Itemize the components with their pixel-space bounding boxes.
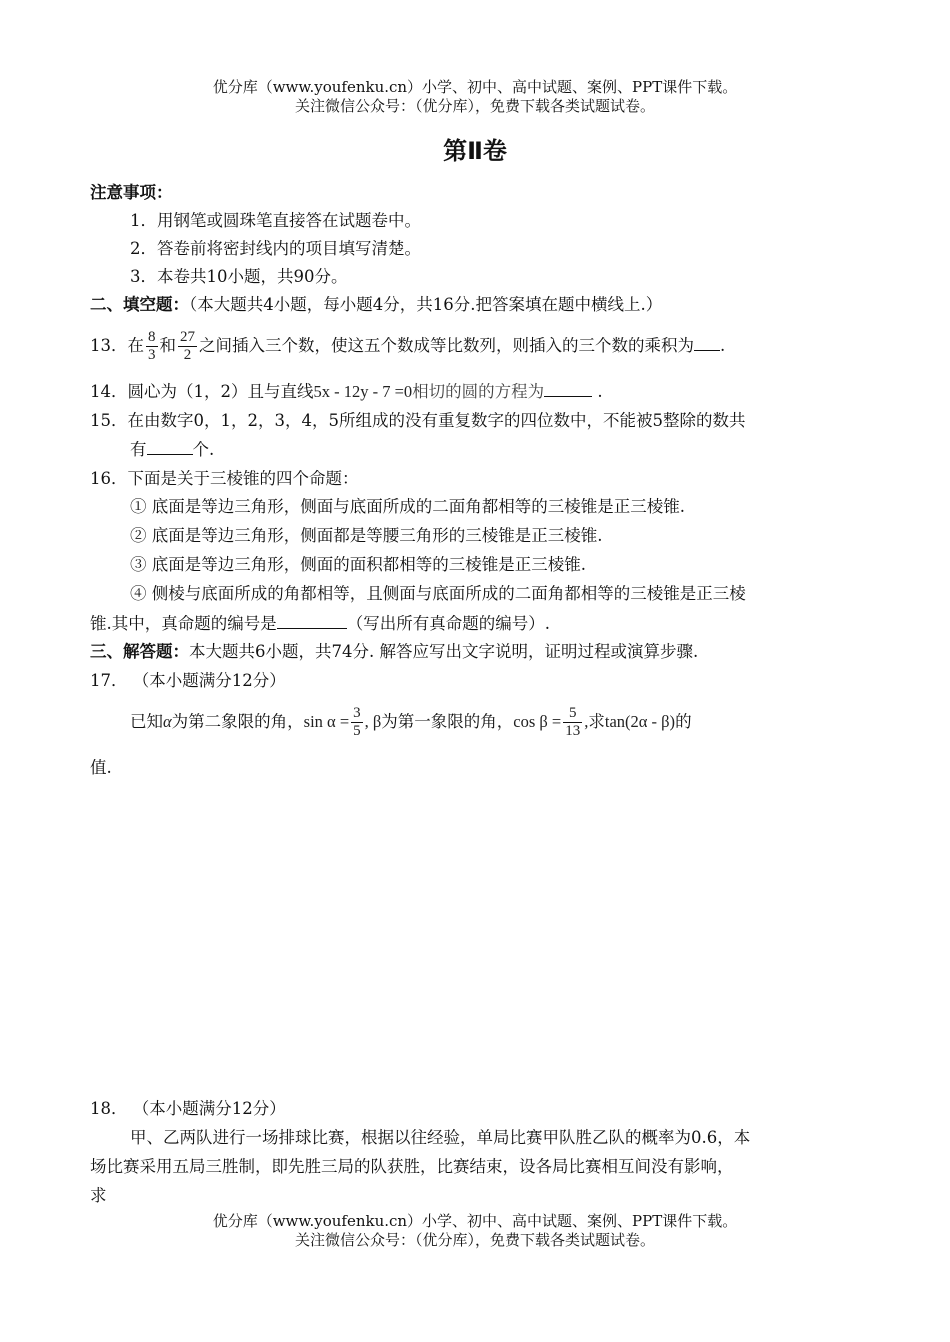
question-17-body bbox=[130, 700, 692, 744]
page-title: 第Ⅱ卷 bbox=[443, 137, 507, 165]
question-15-line-2 bbox=[130, 438, 214, 461]
q16-number: 16． bbox=[90, 469, 128, 488]
q13-fraction-2 bbox=[178, 329, 197, 364]
q18-number: 18． bbox=[90, 1099, 128, 1118]
q13-f2-numerator: 27 bbox=[180, 329, 195, 345]
q17-text-1: 已知 bbox=[130, 712, 163, 731]
question-16-intro bbox=[90, 468, 359, 490]
q16-intro-text: 下面是关于三棱锥的四个命题： bbox=[127, 469, 359, 488]
q15-text-2a: 有 bbox=[130, 440, 147, 459]
question-14 bbox=[90, 380, 603, 403]
q17-fraction-1 bbox=[351, 705, 363, 740]
q13-f1-denominator: 3 bbox=[148, 347, 156, 363]
q17-number: 17． bbox=[90, 671, 128, 690]
q14-answer-blank[interactable] bbox=[544, 380, 592, 397]
q17-alpha: α bbox=[163, 712, 172, 731]
q13-number: 13． bbox=[90, 336, 128, 355]
q16-proposition-3: ③ 底面是等边三角形，侧面的面积都相等的三棱锥是正三棱锥. bbox=[130, 555, 586, 574]
q16-proposition-2: ② 底面是等边三角形，侧面都是等腰三角形的三棱锥是正三棱锥. bbox=[130, 526, 603, 545]
q18-line-1: 甲、乙两队进行一场排球比赛，根据以往经验，单局比赛甲队胜乙队的概率为0.6，本 bbox=[130, 1128, 751, 1147]
section-3-label: 三、解答题： bbox=[90, 642, 189, 661]
q13-text-1: 在 bbox=[127, 336, 144, 355]
q14-line-equation: 5x - 12y - 7 =0 bbox=[313, 382, 413, 401]
section-2-heading bbox=[90, 294, 662, 316]
question-18-heading bbox=[90, 1098, 286, 1120]
q13-f1-numerator: 8 bbox=[148, 329, 156, 345]
q16-proposition-4: ④ 侧棱与底面所成的角都相等，且侧面与底面所成的二面角都相等的三棱锥是正三棱 bbox=[130, 584, 746, 603]
question-17-heading bbox=[90, 670, 286, 692]
q14-text-3: . bbox=[592, 382, 603, 401]
q17-f1-numerator: 3 bbox=[353, 705, 361, 721]
section-3-heading bbox=[90, 641, 698, 663]
page-header bbox=[0, 78, 950, 116]
notice-item-2: 2．答卷前将密封线内的项目填写清楚。 bbox=[130, 239, 421, 258]
q13-f2-denominator: 2 bbox=[183, 347, 192, 363]
q18-line-2: 场比赛采用五局三胜制，即先胜三局的队获胜，比赛结束，设各局比赛相互间没有影响， bbox=[90, 1157, 734, 1176]
footer-line-2: 关注微信公众号：（优分库），免费下载各类试题试卷。 bbox=[294, 1231, 655, 1249]
q14-text-1: 圆心为（1，2）且与直线 bbox=[127, 382, 314, 401]
q14-number: 14． bbox=[90, 382, 128, 401]
question-13 bbox=[90, 326, 725, 366]
q17-f1-denominator: 5 bbox=[353, 723, 361, 739]
notice-heading: 注意事项： bbox=[90, 183, 173, 202]
q18-line-3: 求 bbox=[90, 1186, 107, 1205]
question-15-line-1 bbox=[90, 410, 746, 432]
q13-text-2: 和 bbox=[159, 336, 176, 355]
header-line-1: 优分库（www.youfenku.cn）小学、初中、高中试题、案例、PPT课件下载。 bbox=[212, 78, 738, 96]
q15-number: 15． bbox=[90, 411, 128, 430]
q17-beta: , β bbox=[364, 712, 382, 731]
q17-text-3: 为第一象限的角， bbox=[381, 712, 514, 731]
q17-f2-numerator: 5 bbox=[563, 705, 582, 723]
q16-answer-line bbox=[90, 612, 550, 635]
section-3-desc: 本大题共6小题，共74分. 解答应写出文字说明，证明过程或演算步骤. bbox=[189, 642, 699, 661]
q16-answer-hint: （写出所有真命题的编号）. bbox=[346, 614, 550, 633]
q14-text-2: 相切的圆的方程为 bbox=[412, 382, 545, 401]
q17-text-2: 为第二象限的角， bbox=[171, 712, 304, 731]
q17-text-5: 的 bbox=[675, 712, 692, 731]
q17-f2-denominator: 13 bbox=[565, 723, 581, 739]
q13-text-3: 之间插入三个数，使这五个数成等比数列，则插入的三个数的乘积为 bbox=[199, 336, 694, 355]
q16-proposition-1: ① 底面是等边三角形，侧面与底面所成的二面角都相等的三棱锥是正三棱锥. bbox=[130, 497, 685, 516]
q15-text-2b: 个. bbox=[192, 440, 215, 459]
q15-answer-blank[interactable] bbox=[147, 438, 193, 455]
q18-score: （本小题满分12分） bbox=[132, 1099, 286, 1118]
q17-tan-expr: ,求tan(2α - β) bbox=[584, 712, 676, 731]
footer-line-1: 优分库（www.youfenku.cn）小学、初中、高中试题、案例、PPT课件下载。 bbox=[212, 1212, 738, 1230]
q16-answer-prompt: 锥.其中，真命题的编号是 bbox=[90, 614, 277, 633]
q17-cos-expr: cos β = bbox=[513, 712, 562, 731]
q17-fraction-2 bbox=[563, 705, 582, 740]
q15-text-1: 在由数字0，1，2，3，4，5所组成的没有重复数字的四位数中，不能被5整除的数共 bbox=[127, 411, 746, 430]
q17-text-6: 值. bbox=[90, 758, 112, 777]
q13-text-4: . bbox=[720, 336, 726, 355]
header-line-2: 关注微信公众号：（优分库），免费下载各类试题试卷。 bbox=[294, 97, 655, 115]
section-2-desc: （本大题共4小题，每小题4分，共16分.把答案填在题中横线上.） bbox=[189, 295, 663, 314]
q16-answer-blank[interactable] bbox=[277, 612, 347, 629]
page-footer bbox=[0, 1212, 950, 1250]
q17-score: （本小题满分12分） bbox=[132, 671, 286, 690]
q13-answer-blank[interactable] bbox=[694, 334, 720, 351]
notice-item-3: 3．本卷共10小题，共90分。 bbox=[130, 267, 348, 286]
notice-item-1: 1．用钢笔或圆珠笔直接答在试题卷中。 bbox=[130, 211, 421, 230]
q13-fraction-1 bbox=[146, 329, 158, 364]
section-2-label: 二、填空题： bbox=[90, 295, 189, 314]
q17-sin-expr: sin α = bbox=[303, 712, 350, 731]
